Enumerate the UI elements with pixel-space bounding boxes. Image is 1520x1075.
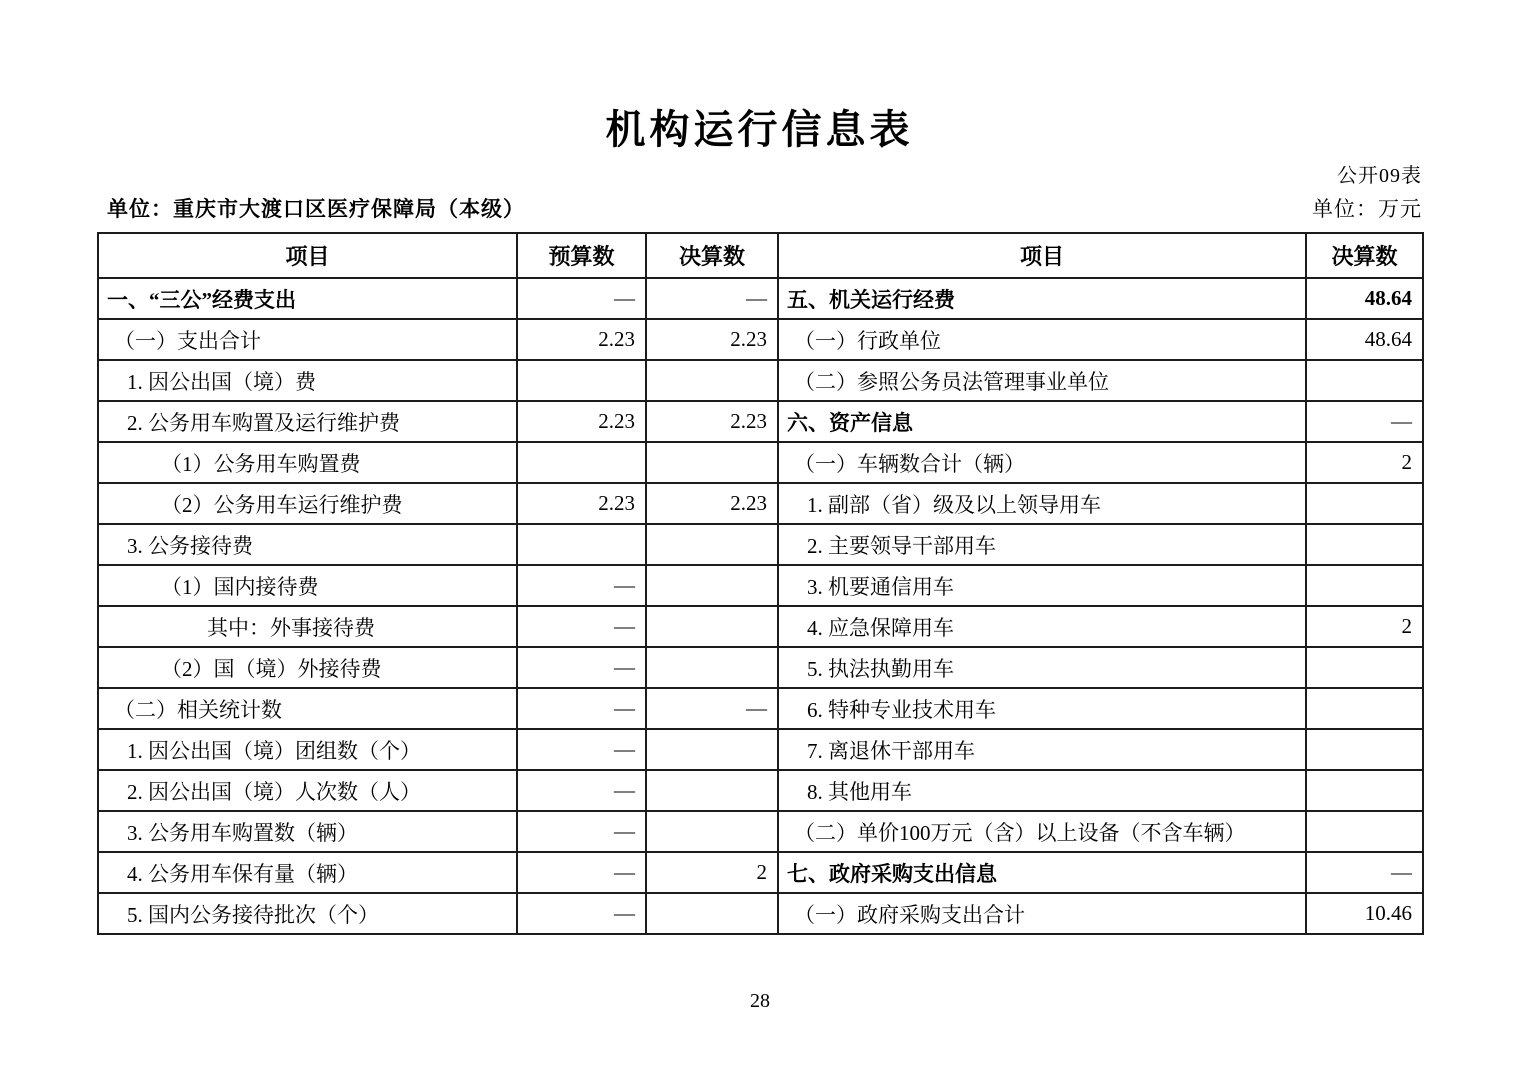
table-row	[98, 278, 1423, 319]
budget-value	[517, 360, 646, 401]
row-label-right: 七、政府采购支出信息	[778, 852, 1306, 893]
row-label-left: 3. 公务用车购置数（辆）	[98, 811, 517, 852]
budget-value: —	[517, 278, 646, 319]
table-row	[98, 893, 1423, 934]
unit-label: 单位：重庆市大渡口区医疗保障局（本级）	[107, 197, 525, 221]
row-label-left: （2）国（境）外接待费	[98, 647, 517, 688]
row-label-right: 1. 副部（省）级及以上领导用车	[778, 483, 1306, 524]
final-value-right	[1306, 360, 1423, 401]
budget-value: —	[517, 811, 646, 852]
row-label-right: 五、机关运行经费	[778, 278, 1306, 319]
row-label-left: （1）国内接待费	[98, 565, 517, 606]
row-label-left: 2. 因公出国（境）人次数（人）	[98, 770, 517, 811]
table-row	[98, 688, 1423, 729]
table-row	[98, 606, 1423, 647]
final-value-right	[1306, 483, 1423, 524]
budget-value: —	[517, 770, 646, 811]
final-value-left: 2.23	[646, 401, 778, 442]
row-label-left: 4. 公务用车保有量（辆）	[98, 852, 517, 893]
final-value-right: 48.64	[1306, 319, 1423, 360]
row-label-right: （二）单价100万元（含）以上设备（不含车辆）	[778, 811, 1306, 852]
unit-note: 单位：万元	[1312, 197, 1422, 221]
row-label-right: （一）政府采购支出合计	[778, 893, 1306, 934]
final-value-left	[646, 524, 778, 565]
final-value-right: 2	[1306, 442, 1423, 483]
page-title: 机构运行信息表	[605, 108, 914, 152]
row-label-right: 六、资产信息	[778, 401, 1306, 442]
budget-value: 2.23	[517, 483, 646, 524]
row-label-right: （一）车辆数合计（辆）	[778, 442, 1306, 483]
table-row	[98, 729, 1423, 770]
column-header-item-left: 项目	[98, 233, 517, 278]
table-row	[98, 360, 1423, 401]
table-row	[98, 401, 1423, 442]
table-row	[98, 319, 1423, 360]
final-value-right	[1306, 524, 1423, 565]
final-value-left	[646, 647, 778, 688]
column-header-final-right: 决算数	[1306, 233, 1423, 278]
row-label-left: （2）公务用车运行维护费	[98, 483, 517, 524]
budget-value: 2.23	[517, 401, 646, 442]
row-label-right: （一）行政单位	[778, 319, 1306, 360]
final-value-right: —	[1306, 401, 1423, 442]
row-label-right: 5. 执法执勤用车	[778, 647, 1306, 688]
budget-value: —	[517, 647, 646, 688]
final-value-right: —	[1306, 852, 1423, 893]
row-label-right: （二）参照公务员法管理事业单位	[778, 360, 1306, 401]
column-header-budget: 预算数	[517, 233, 646, 278]
budget-value: —	[517, 688, 646, 729]
budget-value: —	[517, 893, 646, 934]
row-label-left: 2. 公务用车购置及运行维护费	[98, 401, 517, 442]
unit-line	[97, 195, 1422, 223]
table-row	[98, 770, 1423, 811]
budget-value: —	[517, 852, 646, 893]
row-label-left: （1）公务用车购置费	[98, 442, 517, 483]
row-label-right: 7. 离退休干部用车	[778, 729, 1306, 770]
table-row	[98, 811, 1423, 852]
budget-value: —	[517, 565, 646, 606]
final-value-left: —	[646, 278, 778, 319]
final-value-left: 2.23	[646, 319, 778, 360]
final-value-right: 48.64	[1306, 278, 1423, 319]
row-label-left: （二）相关统计数	[98, 688, 517, 729]
budget-value: —	[517, 606, 646, 647]
page-number: 28	[750, 990, 770, 1012]
final-value-left: —	[646, 688, 778, 729]
final-value-left	[646, 729, 778, 770]
budget-value	[517, 442, 646, 483]
final-value-right: 10.46	[1306, 893, 1423, 934]
table-row	[98, 524, 1423, 565]
final-value-right	[1306, 729, 1423, 770]
row-label-right: 2. 主要领导干部用车	[778, 524, 1306, 565]
final-value-left: 2.23	[646, 483, 778, 524]
budget-value	[517, 524, 646, 565]
row-label-right: 8. 其他用车	[778, 770, 1306, 811]
row-label-left: 其中：外事接待费	[98, 606, 517, 647]
row-label-left: 5. 国内公务接待批次（个）	[98, 893, 517, 934]
row-label-right: 4. 应急保障用车	[778, 606, 1306, 647]
table-row	[98, 483, 1423, 524]
table-row	[98, 852, 1423, 893]
final-value-right	[1306, 647, 1423, 688]
final-value-left	[646, 893, 778, 934]
final-value-right	[1306, 688, 1423, 729]
row-label-left: （一）支出合计	[98, 319, 517, 360]
table-code: 公开09表	[1337, 165, 1422, 187]
row-label-left: 一、“三公”经费支出	[98, 278, 517, 319]
final-value-right	[1306, 811, 1423, 852]
column-header-item-right: 项目	[778, 233, 1306, 278]
page-content	[0, 106, 1520, 935]
final-value-left	[646, 770, 778, 811]
table-row	[98, 647, 1423, 688]
row-label-right: 6. 特种专业技术用车	[778, 688, 1306, 729]
final-value-left	[646, 811, 778, 852]
table-row	[98, 442, 1423, 483]
budget-table	[97, 232, 1424, 935]
final-value-left: 2	[646, 852, 778, 893]
final-value-left	[646, 606, 778, 647]
table-row	[98, 565, 1423, 606]
final-value-left	[646, 360, 778, 401]
row-label-left: 3. 公务接待费	[98, 524, 517, 565]
final-value-left	[646, 565, 778, 606]
final-value-right	[1306, 565, 1423, 606]
column-header-final-left: 决算数	[646, 233, 778, 278]
final-value-right	[1306, 770, 1423, 811]
row-label-left: 1. 因公出国（境）费	[98, 360, 517, 401]
budget-value: 2.23	[517, 319, 646, 360]
final-value-right: 2	[1306, 606, 1423, 647]
final-value-left	[646, 442, 778, 483]
row-label-right: 3. 机要通信用车	[778, 565, 1306, 606]
row-label-left: 1. 因公出国（境）团组数（个）	[98, 729, 517, 770]
budget-value: —	[517, 729, 646, 770]
table-header-row	[98, 233, 1423, 278]
